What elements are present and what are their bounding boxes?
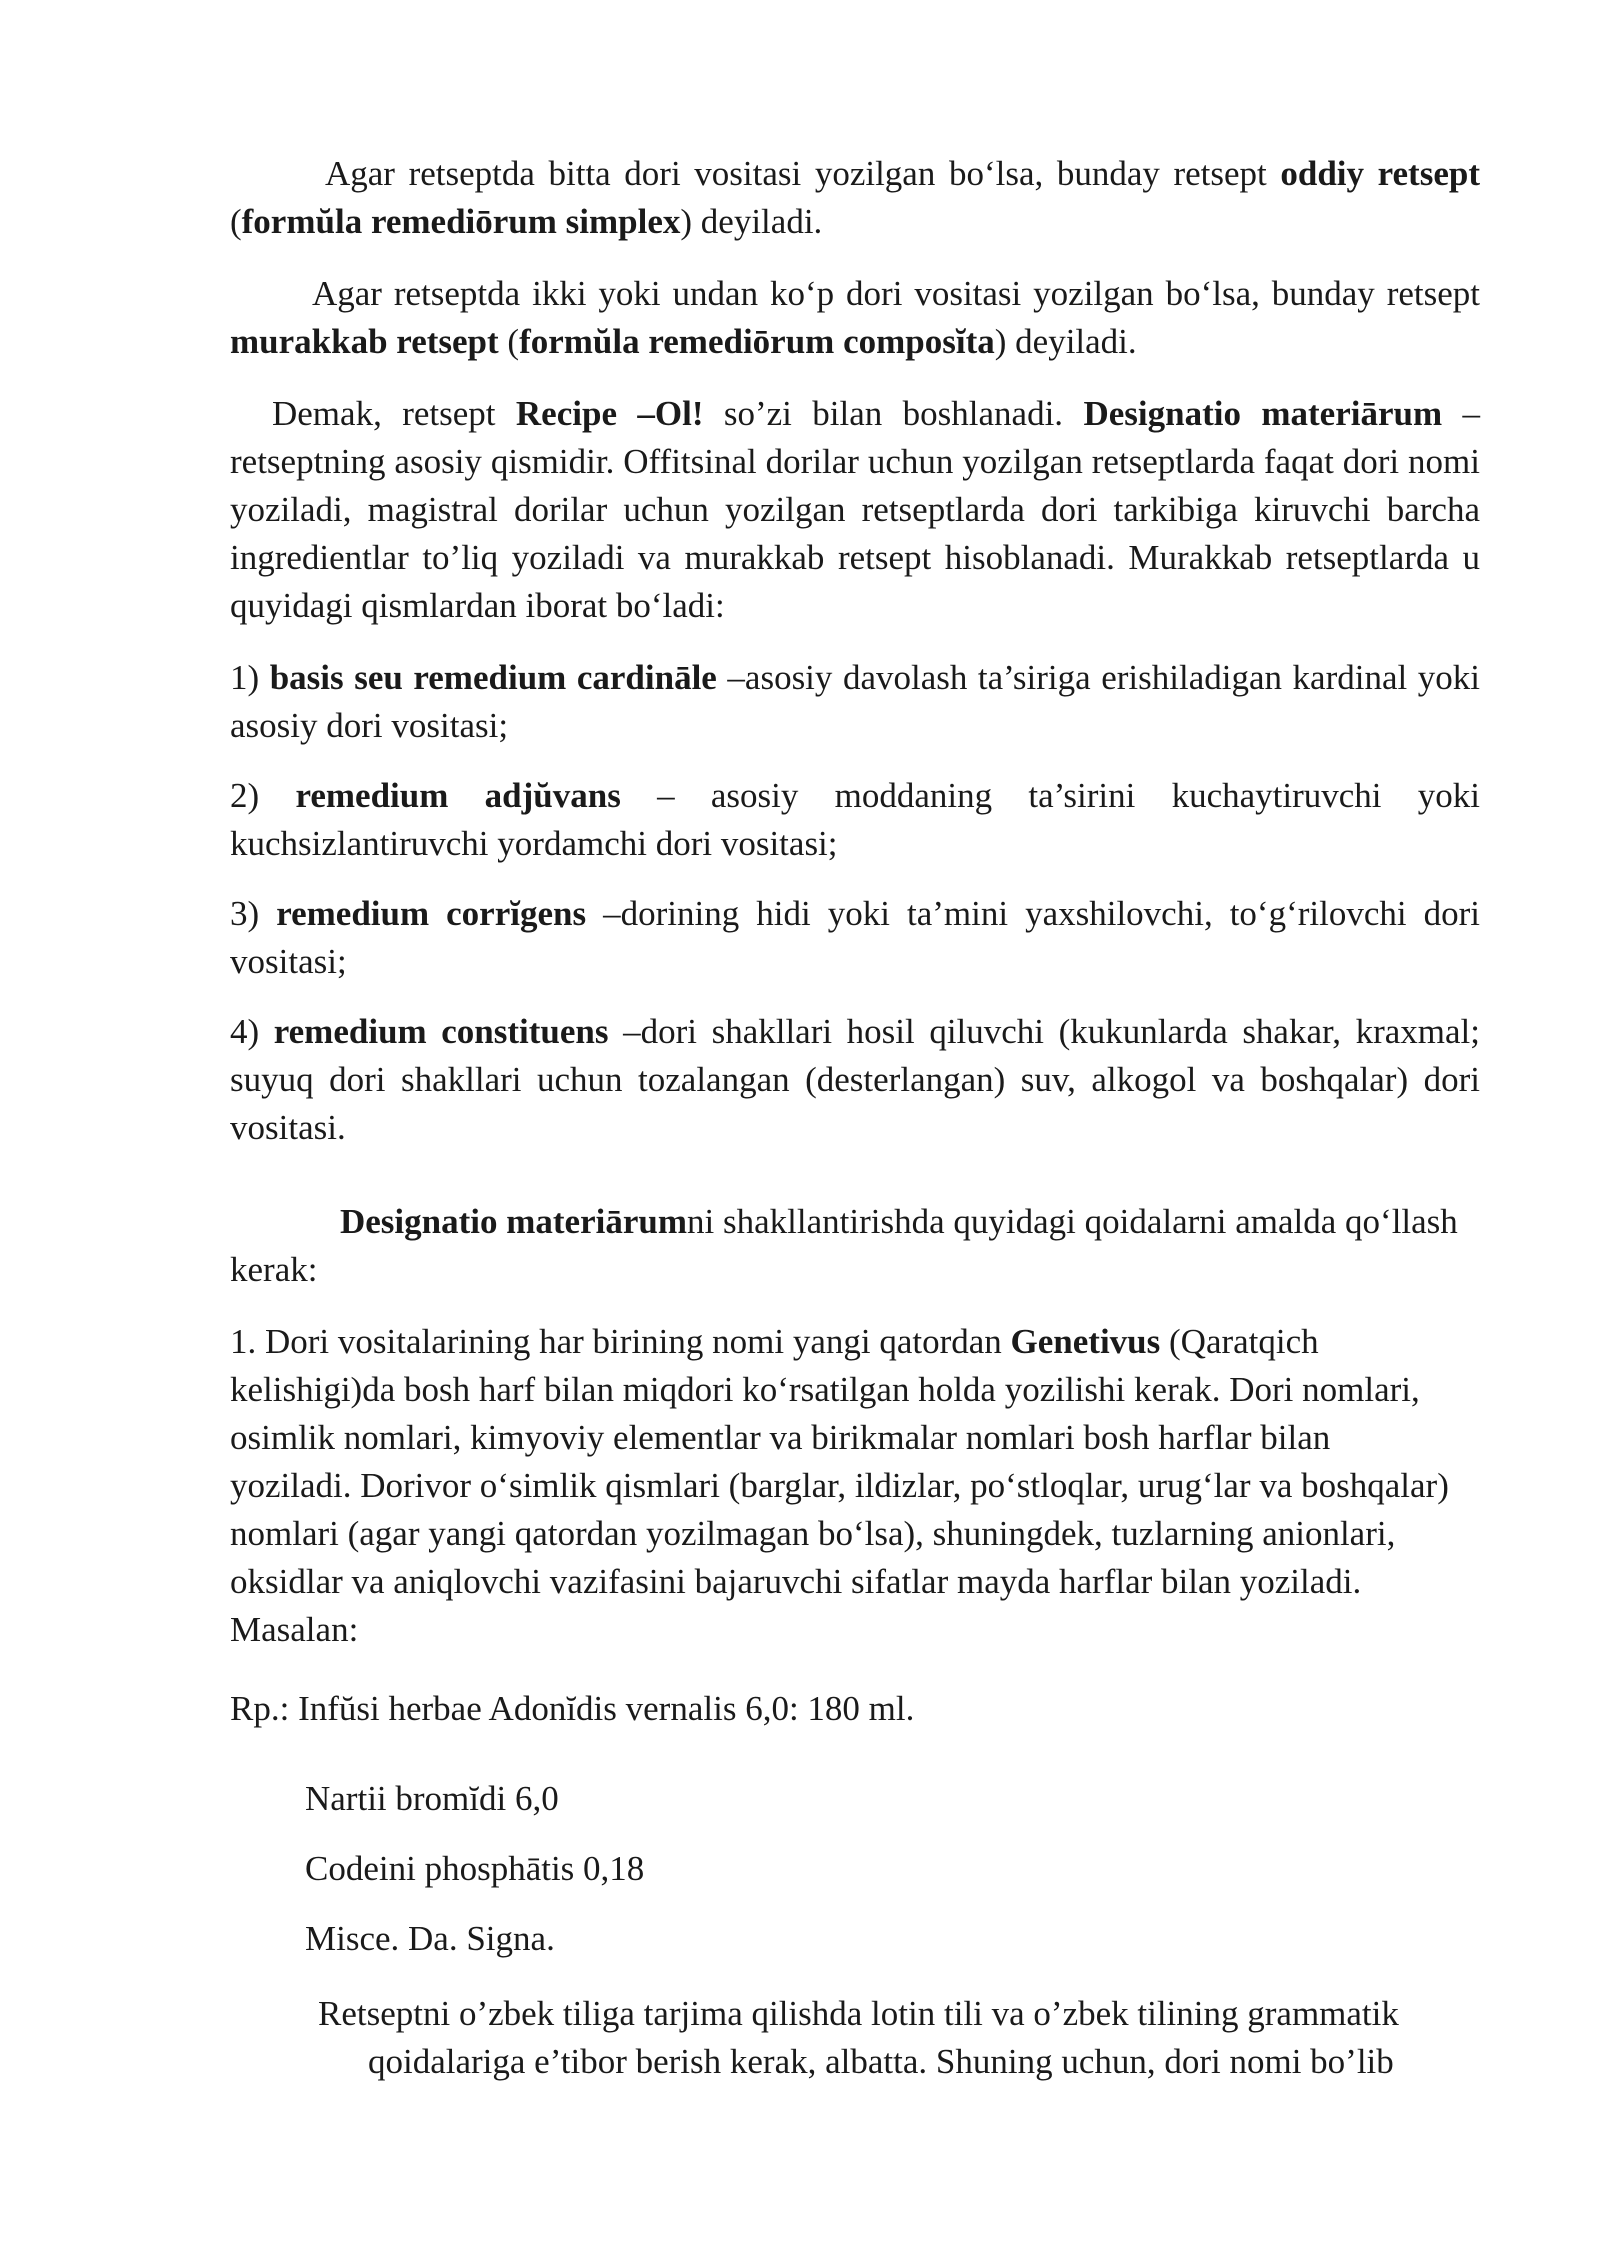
text: ( (230, 202, 242, 241)
recipe-line-3: Codeini phosphātis 0,18 (305, 1849, 645, 1888)
text: Agar retseptda ikki yoki undan ko‘p dori vositasi yozilgan bo‘lsa, bunday retsept (312, 274, 1480, 313)
text: (Qaratqich kelishigi)da bosh harf bilan miqdori ko‘rsatilgan holda yozilishi kerak. Dori nomlari, osimlik nomlari, kimyoviy elementlar va birikmalar nomlari bosh harflar bilan yoziladi. Dorivor o‘simlik qismlari (barglar, ildizlar, po‘stloqlar, urug‘lar va boshqalar) nomlari (agar yangi qatordan yozilmagan bo‘lsa), shuningdek, tuzlarning anionlari, oksidlar va aniqlovchi vazifasini bajaruvchi sifatlar mayda harflar bilan yoziladi. Masalan: (230, 1322, 1449, 1649)
item-number: 2) (230, 776, 296, 815)
bold-term: oddiy retsept (1280, 154, 1480, 193)
text: ) deyiladi. (994, 322, 1137, 361)
paragraph-tarjima-line-1: Retseptni o’zbek tiliga tarjima qilishda lotin tili va o’zbek tilining grammatik (318, 1994, 1399, 2033)
bold-term: Designatio materiārum (340, 1202, 688, 1241)
paragraph-rule-1 (230, 1318, 1460, 1654)
item-number: 3) (230, 894, 277, 933)
item-term: basis seu remedium cardināle (269, 658, 717, 697)
list-item-4 (230, 1008, 1480, 1152)
bold-term: Designatio materiārum (1083, 394, 1443, 433)
list-item-1 (230, 654, 1480, 750)
bold-term: Genetivus (1010, 1322, 1161, 1361)
text: 1. Dori vositalarining har birining nomi yangi qatordan (230, 1322, 1011, 1361)
item-text: –asosiy davolash ta’siriga erishiladigan kardinal yoki asosiy dori vositasi; (230, 658, 1480, 745)
item-number: 1) (230, 658, 270, 697)
paragraph-murakkab-retsept (230, 270, 1480, 366)
item-text: –dori shakllari hosil qiluvchi (kukunlarda shakar, kraxmal; suyuq dori shakllari uchun tozalangan (desterlangan) suv, alkogol va boshqalar) dori vositasi. (230, 1012, 1480, 1147)
list-item-3 (230, 890, 1480, 986)
text: – retseptning asosiy qismidir. Offitsinal dorilar uchun yozilgan retseptlarda faqat dori nomi yoziladi, magistral dorilar uchun yozilgan retseptlarda dori tarkibiga kiruvchi barcha ingredientlar to’liq yoziladi va murakkab retsept hisoblanadi. Murakkab retseptlarda u quyidagi qismlardan iborat bo‘ladi: (230, 394, 1480, 625)
paragraph-qoidalar-intro (230, 1198, 1460, 1294)
recipe-line-4: Misce. Da. Signa. (305, 1919, 555, 1958)
item-text: –dorining hidi yoki ta’mini yaxshilovchi, to‘g‘rilovchi dori vositasi; (230, 894, 1481, 981)
text: ( (498, 322, 520, 361)
text: Demak, retsept (272, 394, 516, 433)
bold-term: Recipe –Ol! (515, 394, 704, 433)
item-number: 4) (230, 1012, 274, 1051)
item-term: remedium constituens (273, 1012, 609, 1051)
item-text: – asosiy moddaning ta’sirini kuchaytiruvchi yoki kuchsizlantiruvchi yordamchi dori vositasi; (230, 776, 1481, 863)
bold-term: murakkab retsept (230, 322, 499, 361)
paragraph-tarjima-line-2: qoidalariga e’tibor berish kerak, albatta. Shuning uchun, dori nomi bo’lib (368, 2042, 1394, 2081)
item-term: remedium adjŭvans (295, 776, 621, 815)
list-item-2 (230, 772, 1480, 868)
recipe-line-2: Nartii bromĭdi 6,0 (305, 1779, 559, 1818)
item-term: remedium corrĭgens (276, 894, 587, 933)
bold-term: formŭla remediōrum simplex (241, 202, 681, 241)
bold-term: formŭla remediōrum composĭta (519, 322, 995, 361)
text: Agar retseptda bitta dori vositasi yozilgan bo‘lsa, bunday retsept (325, 154, 1281, 193)
text: ) deyiladi. (680, 202, 823, 241)
paragraph-oddiy-retsept (230, 150, 1480, 246)
paragraph-designatio (230, 390, 1480, 630)
text: ni shakllantirishda quyidagi qoidalarni amalda qo‘llash kerak: (230, 1202, 1458, 1289)
recipe-line-rp: Rp.: Infŭsi herbae Adonĭdis vernalis 6,0: 180 ml. (230, 1689, 915, 1728)
text: so’zi bilan boshlanadi. (703, 394, 1084, 433)
